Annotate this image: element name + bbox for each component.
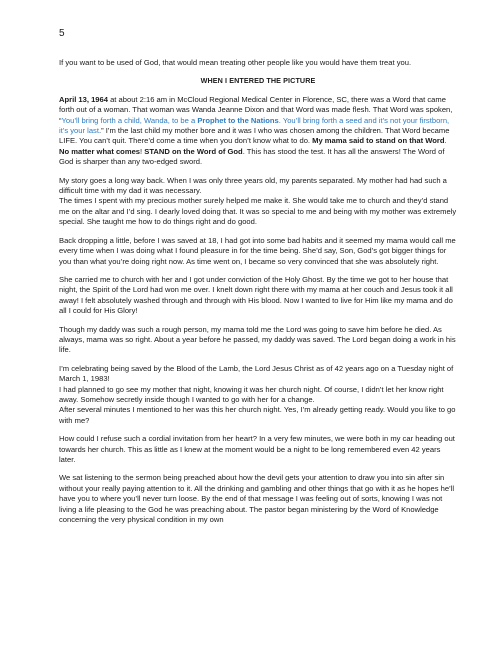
birth-date: April 13, 1964 xyxy=(59,94,108,104)
paragraph-celebration: I’m celebrating being saved by the Blood of the Lamb, the Lord Jesus Christ as of 42 years ago on a Tuesday night of March 1, 1983! I had planned to go see my mother that night, knowing it was her church night. Of course, I didn’t let her know right away. Somehow secretly inside though I wanted to go with her for a change. After several minutes I mentioned to her was this her church night. Yes, I’m already getting ready. Would you like to go with me? xyxy=(59,363,456,425)
paragraph-birth: April 13, 1964 at about 2:16 am in McCloud Regional Medical Center in Florence, SC, there was a Word that came forth out of a woman. That woman was Wanda Jeanne Dixon and that Word was made flesh. That Word was spoken, “You’ll bring forth a child, Wanda, to be a Prophet to the Nations. You’ll bring forth a seed and it’s not your firstborn, it’s your last.” I’m the last child my mother bore and it was I who was chosen among the children. That Word became LIFE. You can’t quit. There’d come a time when you don’t know what to do. My mama said to stand on that Word. No matter what comes! STAND on the Word of God. This has stood the test. It has all the answers! The Word of God is sharper than any two-edged sword. xyxy=(59,94,453,167)
paragraph-invitation: How could I refuse such a cordial invitation from her heart? In a very few minutes, we were both in my car heading out towards her church. This as little as I knew at the moment would be a night to be long remembered even 42 years later. xyxy=(59,434,455,464)
prophecy-quote: You’ll bring forth a child, Wanda, to be a Prophet to the Nations. You’ll bring forth a seed and it’s not your firstborn, it’s your last xyxy=(59,115,450,136)
page-content xyxy=(59,58,457,533)
paragraph-story: My story goes a long way back. When I was only three years old, my parents separated. My mother had had such a difficult time with my dad it was necessary. The times I spent with my precious mother surely helped me make it. She would take me to church and they’d stand me on the altar and I’d sing. I dearly loved doing that. It was so special to me and being with my mother was extremely special. She taught me how to do things right and do good. xyxy=(59,175,457,227)
paragraph-sermon: We sat listening to the sermon being preached about how the devil gets your attention to draw you into sin after sin without your really paying attention to it. All the drinking and gambling and other things that go with it as he hopes he’ll have you to where you’ll never turn loose. By the end of that message I was feeling out of sorts, knowing I was not living a life pleasing to the God he was preaching about. The pastor began ministering by the Word of Knowledge concerning the very physical condition in my own xyxy=(59,473,455,525)
paragraph-habits: Back dropping a little, before I was saved at 18, I had got into some bad habits and it seemed my mama would call me every time when I was doing what I found pleasure in for the time being. She’d say, Son, God’s got bigger things for you than what you’re doing right now. As time went on, I became so very convinced that she was absolutely right. xyxy=(59,235,456,266)
paragraph-conviction: She carried me to church with her and I got under conviction of the Holy Ghost. By the time we got to her house that night, the Spirit of the Lord had won me over. I knelt down right there with my mama at her couch and Jesus took it all away! I felt absolutely washed through and through with His blood. Now I wanted to live for Him like my mama and do all I could for His Glory! xyxy=(59,274,453,316)
intro-paragraph: If you want to be used of God, that would mean treating other people like you would have them treat you. xyxy=(59,58,412,67)
section-heading: WHEN I ENTERED THE PICTURE xyxy=(200,76,316,86)
page-number: 5 xyxy=(59,28,65,39)
paragraph-daddy: Though my daddy was such a rough person, my mama told me the Lord was going to save him before he died. As always, mama was so right. About a year before he passed, my daddy was saved. The Lord began doing a work in his life. xyxy=(59,324,456,355)
